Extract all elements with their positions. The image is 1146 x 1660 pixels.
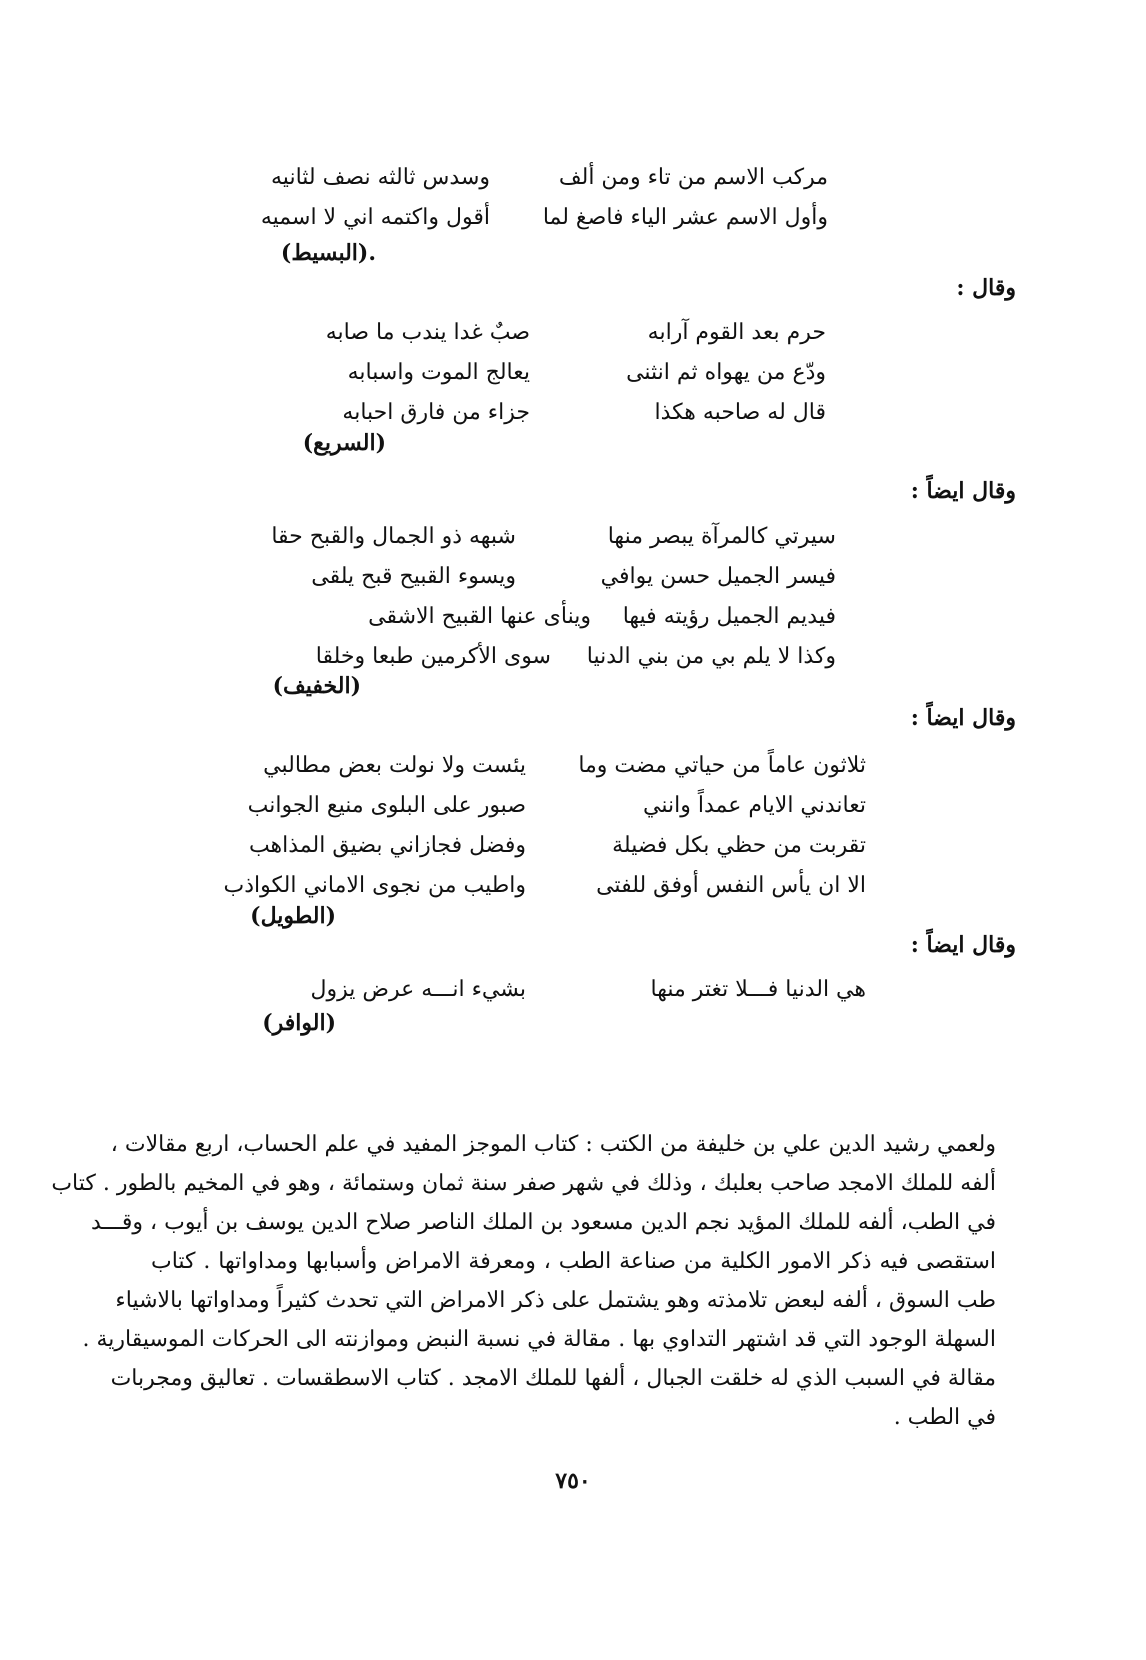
- verse: [246, 826, 866, 866]
- section-intro: وقال ايضاً :: [910, 932, 1016, 958]
- first-hemistich: فيديم الجميل رؤيته فيها: [622, 604, 836, 629]
- verse: [253, 198, 828, 238]
- prose-line: في الطب .: [893, 1405, 996, 1430]
- section-intro: وقال ايضاً :: [910, 478, 1016, 504]
- verse: [246, 786, 866, 826]
- first-hemistich: ودّع من يهواه ثم انثنى: [626, 360, 826, 385]
- prose-line: في الطب، ألفه للملك المؤيد نجم الدين مسعود بن الملك الناصر صلاح الدين يوسف بن أيوب ، وقـــد: [91, 1210, 996, 1235]
- verse: [296, 313, 826, 353]
- prose-line: استقصى فيه ذكر الامور الكلية من صناعة الطب ، ومعرفة الامراض وأسبابها ومداواتها . كتاب: [151, 1249, 996, 1274]
- second-hemistich: يئست ولا نولت بعض مطالبي: [263, 753, 526, 778]
- first-hemistich: قال له صاحبه هكذا: [654, 400, 826, 425]
- prose-line: طب السوق ، ألفه لبعض تلامذته وهو يشتمل على ذكر الامراض التي تحدث كثيراً ومداواتها بالاشياء: [115, 1288, 996, 1313]
- poem-2: [296, 313, 826, 433]
- meter-label: (الوافر): [262, 1010, 336, 1036]
- poem-4: [223, 746, 866, 906]
- verse: [261, 557, 836, 597]
- second-hemistich: جزاء من فارق احبابه: [342, 400, 530, 425]
- poem-1: [253, 158, 828, 238]
- first-hemistich: مركب الاسم من تاء ومن ألف: [558, 165, 828, 190]
- meter-label: (الخفيف): [272, 673, 361, 699]
- prose-line: ولعمي رشيد الدين علي بن خليفة من الكتب : كتاب الموجز المفيد في علم الحساب، اربع مقالات ،: [110, 1132, 996, 1157]
- meter-label: .(البسيط): [280, 240, 376, 266]
- second-hemistich: ويسوء القبيح قبح يلقى: [311, 564, 516, 589]
- first-hemistich: وكذا لا يلم بي من بني الدنيا: [586, 644, 836, 669]
- second-hemistich: سوى الأكرمين طبعا وخلقا: [315, 644, 551, 669]
- first-hemistich: ثلاثون عاماً من حياتي مضت وما: [578, 753, 866, 778]
- verse: [296, 393, 826, 433]
- second-hemistich: بشيء انـــه عرض يزول: [310, 977, 526, 1002]
- first-hemistich: تقربت من حظي بكل فضيلة: [612, 833, 866, 858]
- verse: [261, 637, 836, 677]
- verse: [261, 597, 836, 637]
- page-number: ٧٥٠: [555, 1468, 591, 1494]
- second-hemistich: صبٌ غدا يندب ما صابه: [325, 320, 530, 345]
- poem-3: [261, 517, 836, 677]
- prose-paragraph: [51, 1125, 996, 1437]
- verse: [246, 970, 866, 1010]
- verse: [223, 866, 866, 906]
- verse: [296, 353, 826, 393]
- poem-5: [246, 970, 866, 1010]
- first-hemistich: فيسر الجميل حسن يوافي: [600, 564, 836, 589]
- second-hemistich: واطيب من نجوى الاماني الكواذب: [223, 873, 526, 898]
- second-hemistich: شبهه ذو الجمال والقبح حقا: [271, 524, 516, 549]
- second-hemistich: وسدس ثالثه نصف لثانيه: [271, 165, 490, 190]
- prose-line: ألفه للملك الامجد صاحب بعلبك ، وذلك في شهر صفر سنة ثمان وستمائة ، وهو في المخيم بالطور . كتاب: [51, 1171, 996, 1196]
- second-hemistich: صبور على البلوى منيع الجوانب: [247, 793, 526, 818]
- prose-line: السهلة الوجود التي قد اشتهر التداوي بها . مقالة في نسبة النبض وموازنته الى الحركات الموسيقارية .: [82, 1327, 996, 1352]
- second-hemistich: وفضل فجازاني بضيق المذاهب: [248, 833, 526, 858]
- second-hemistich: أقول واكتمه اني لا اسميه: [260, 205, 490, 230]
- verse: [261, 517, 836, 557]
- second-hemistich: وينأى عنها القبيح الاشقى: [368, 604, 591, 629]
- first-hemistich: هي الدنيا فـــلا تغتر منها: [650, 977, 866, 1002]
- section-intro: وقال :: [956, 275, 1016, 301]
- first-hemistich: تعاندني الايام عمداً وانني: [643, 793, 866, 818]
- section-intro: وقال ايضاً :: [910, 705, 1016, 731]
- verse: [253, 158, 828, 198]
- first-hemistich: سيرتي كالمرآة يبصر منها: [607, 524, 836, 549]
- first-hemistich: الا ان يأس النفس أوفق للفتى: [596, 873, 866, 898]
- meter-label: (السريع): [302, 430, 386, 456]
- second-hemistich: يعالج الموت واسبابه: [347, 360, 530, 385]
- first-hemistich: حرم بعد القوم آرابه: [647, 320, 826, 345]
- verse: [246, 746, 866, 786]
- meter-label: (الطويل): [250, 903, 336, 929]
- first-hemistich: وأول الاسم عشر الياء فاصغ لما: [542, 205, 828, 230]
- prose-line: مقالة في السبب الذي له خلقت الجبال ، ألفها للملك الامجد . كتاب الاسطقسات . تعاليق ومجربات: [110, 1366, 996, 1391]
